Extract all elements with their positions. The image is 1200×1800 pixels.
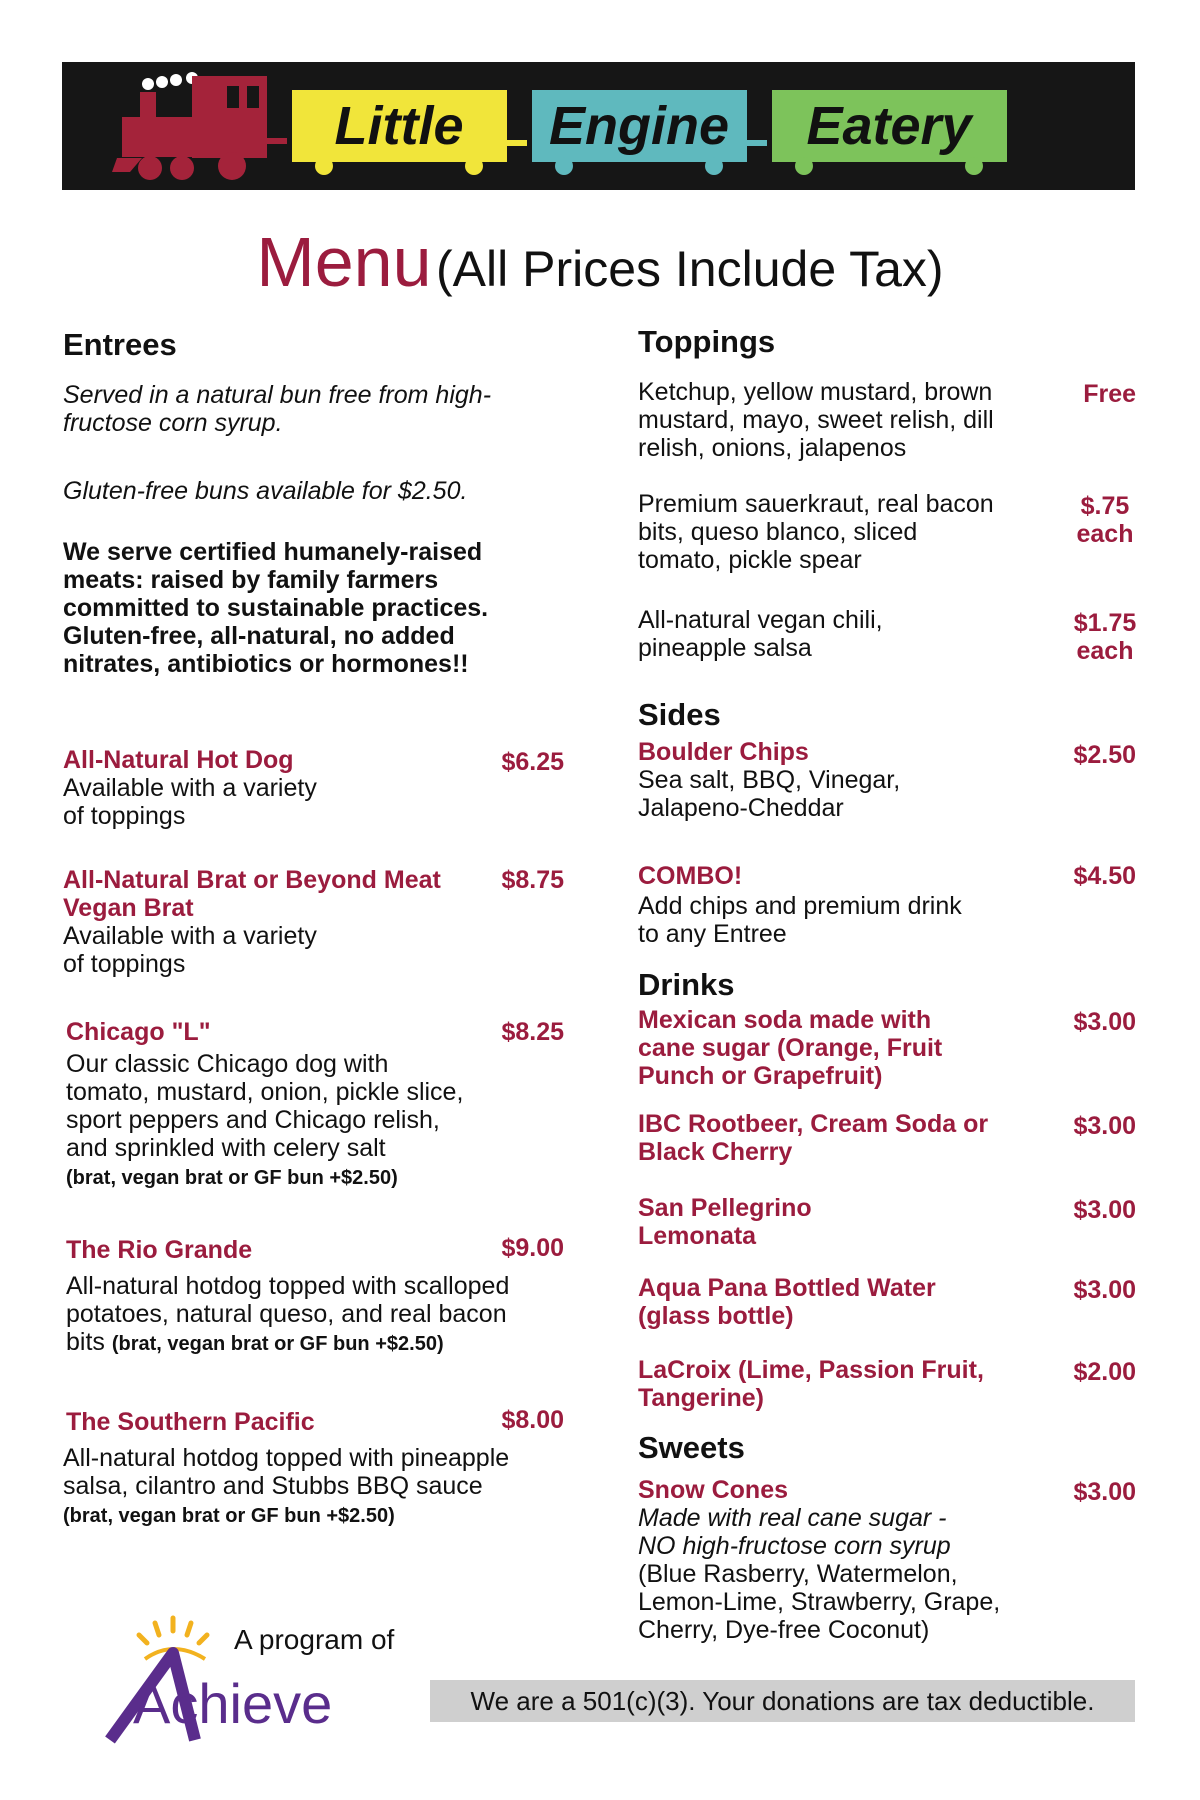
topping-desc: pineapple salsa <box>638 634 812 662</box>
drink-price: $2.00 <box>1073 1358 1136 1386</box>
topping-desc: All-natural vegan chili, <box>638 606 883 634</box>
entrees-desc-line: fructose corn syrup. <box>63 409 283 437</box>
entree-name: Vegan Brat <box>63 894 194 922</box>
topping-desc: Ketchup, yellow mustard, brown <box>638 378 993 406</box>
entree-price: $8.75 <box>501 866 564 894</box>
topping-desc: tomato, pickle spear <box>638 546 862 574</box>
entree-desc: Our classic Chicago dog with <box>66 1050 389 1078</box>
drink-name: (glass bottle) <box>638 1302 794 1330</box>
header-banner <box>62 62 1135 190</box>
entrees-meat-statement: We serve certified humanely-raised <box>63 538 483 566</box>
drink-name: San Pellegrino <box>638 1194 812 1222</box>
drink-name: Black Cherry <box>638 1138 793 1166</box>
topping-price-unit: each <box>1076 637 1134 665</box>
sunburst-icon <box>139 1618 207 1643</box>
drink-price: $3.00 <box>1073 1196 1136 1224</box>
train-engine-icon <box>112 76 287 180</box>
drink-name: Punch or Grapefruit) <box>638 1062 883 1090</box>
entree-price: $8.00 <box>501 1406 564 1434</box>
side-name: Boulder Chips <box>638 738 809 766</box>
topping-desc: bits, queso blanco, sliced <box>638 518 918 546</box>
program-of-label: A program of <box>234 1624 395 1655</box>
entree-desc-text: bits <box>66 1328 105 1356</box>
sides-heading: Sides <box>638 697 721 732</box>
topping-price: $1.75 <box>1073 609 1137 637</box>
entree-desc: Available with a variety <box>63 774 317 802</box>
topping-price: Free <box>1083 380 1136 408</box>
side-price: $4.50 <box>1073 862 1136 890</box>
menu-title: Menu <box>256 223 432 301</box>
entree-price: $9.00 <box>501 1234 564 1262</box>
drink-name: IBC Rootbeer, Cream Soda or <box>638 1110 989 1138</box>
donation-banner: We are a 501(c)(3). Your donations are tax deductible. <box>430 1680 1135 1722</box>
side-desc: to any Entree <box>638 920 787 948</box>
entree-upgrade-note: (brat, vegan brat or GF bun +$2.50) <box>66 1167 398 1189</box>
sweet-price: $3.00 <box>1073 1478 1136 1506</box>
topping-desc: Premium sauerkraut, real bacon <box>638 490 994 518</box>
drink-name: cane sugar (Orange, Fruit <box>638 1034 943 1062</box>
entrees-meat-statement: Gluten-free, all-natural, no added <box>63 622 455 650</box>
side-price: $2.50 <box>1073 741 1136 769</box>
entree-desc: Available with a variety <box>63 922 317 950</box>
topping-desc: relish, onions, jalapenos <box>638 434 907 462</box>
entrees-heading: Entrees <box>63 327 177 362</box>
entree-price: $6.25 <box>501 748 564 776</box>
topping-price-unit: each <box>1076 520 1134 548</box>
topping-desc: mustard, mayo, sweet relish, dill <box>638 406 994 434</box>
entree-upgrade-note: (brat, vegan brat or GF bun +$2.50) <box>111 1333 444 1355</box>
drink-name: Aqua Pana Bottled Water <box>638 1274 936 1302</box>
drink-name: Lemonata <box>638 1222 757 1250</box>
banner-word-little: Little <box>334 96 464 156</box>
achieve-logo-text: Achieve <box>133 1672 333 1735</box>
drink-name: LaCroix (Lime, Passion Fruit, <box>638 1356 984 1384</box>
sweet-desc: Made with real cane sugar - <box>638 1504 947 1532</box>
entree-desc: and sprinkled with celery salt <box>66 1134 386 1162</box>
drink-price: $3.00 <box>1073 1112 1136 1140</box>
banner-word-eatery: Eatery <box>806 96 972 156</box>
drinks-heading: Drinks <box>638 967 735 1002</box>
entree-desc: of toppings <box>63 802 186 830</box>
sweet-flavors: Cherry, Dye-free Coconut) <box>638 1616 930 1644</box>
drink-name: Mexican soda made with <box>638 1006 932 1034</box>
entree-desc: tomato, mustard, onion, pickle slice, <box>66 1078 464 1106</box>
entree-name: Chicago "L" <box>66 1018 211 1046</box>
sweet-desc: NO high-fructose corn syrup <box>638 1532 951 1560</box>
entree-price: $8.25 <box>501 1018 564 1046</box>
entree-desc: potatoes, natural queso, and real bacon <box>66 1300 507 1328</box>
entree-name: The Southern Pacific <box>66 1408 315 1436</box>
toppings-heading: Toppings <box>638 324 776 359</box>
entree-name: The Rio Grande <box>66 1236 253 1264</box>
entrees-meat-statement: nitrates, antibiotics or hormones!! <box>63 650 469 678</box>
side-desc: Add chips and premium drink <box>638 892 962 920</box>
entree-name: All-Natural Brat or Beyond Meat <box>63 866 441 894</box>
entrees-meat-statement: committed to sustainable practices. <box>63 594 489 622</box>
drink-name: Tangerine) <box>638 1384 764 1412</box>
drink-price: $3.00 <box>1073 1276 1136 1304</box>
entree-desc: All-natural hotdog topped with pineapple <box>63 1444 510 1472</box>
entrees-gf-note: Gluten-free buns available for $2.50. <box>63 477 468 505</box>
banner-word-engine: Engine <box>548 96 730 156</box>
topping-price: $.75 <box>1080 492 1130 520</box>
entree-name: All-Natural Hot Dog <box>63 746 294 774</box>
sweet-flavors: Lemon-Lime, Strawberry, Grape, <box>638 1588 1001 1616</box>
sweet-flavors: (Blue Rasberry, Watermelon, <box>638 1560 958 1588</box>
entree-desc: sport peppers and Chicago relish, <box>66 1106 440 1134</box>
train-logo <box>62 62 1135 190</box>
entree-desc <box>66 1328 444 1358</box>
sweets-heading: Sweets <box>638 1430 745 1465</box>
page-title <box>0 222 1200 302</box>
drink-price: $3.00 <box>1073 1008 1136 1036</box>
entree-upgrade-note: (brat, vegan brat or GF bun +$2.50) <box>63 1505 395 1527</box>
side-desc: Sea salt, BBQ, Vinegar, <box>638 766 901 794</box>
entrees-desc-line: Served in a natural bun free from high- <box>63 381 492 409</box>
steam-puffs-icon <box>142 72 198 90</box>
entree-desc: salsa, cilantro and Stubbs BBQ sauce <box>63 1472 483 1500</box>
side-desc: Jalapeno-Cheddar <box>638 794 844 822</box>
entree-desc: All-natural hotdog topped with scalloped <box>66 1272 510 1300</box>
menu-subtitle: (All Prices Include Tax) <box>435 241 944 297</box>
side-name: COMBO! <box>638 862 743 890</box>
entree-desc: of toppings <box>63 950 186 978</box>
entrees-meat-statement: meats: raised by family farmers <box>63 566 439 594</box>
sweet-name: Snow Cones <box>638 1476 789 1504</box>
